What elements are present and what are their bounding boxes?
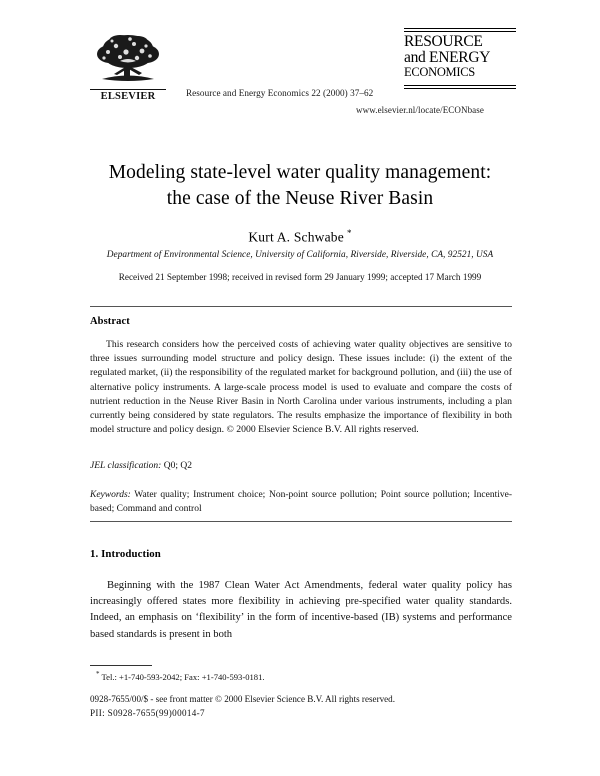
elsevier-tree-icon <box>90 32 166 88</box>
page-header <box>0 28 600 120</box>
paper-title-line-1: Modeling state-level water quality management: <box>108 162 492 183</box>
journal-citation: Resource and Energy Economics 22 (2000) 37–62 <box>186 88 374 98</box>
jel-label: JEL classification: <box>90 461 162 471</box>
masthead-title <box>404 32 516 83</box>
section-heading-introduction: 1. Introduction <box>90 548 161 560</box>
jel-value: Q0; Q2 <box>163 461 192 471</box>
abstract-body: This research considers how the perceived costs of achieving water quality objectives are sensitive to three issues surrounding model structure and policy design. These issues include: (i) the extent of the regulated market, (ii) the responsibility of the regulated market for background pollution, and (iii) the use of alternative policy instruments. A large-scale process model is used to evaluate and compare the costs of nutrient reduction in the Neuse River Basin in North Carolina under various instruments, including a plan currently being considered by state regulators. The results emphasize the importance of flexibility in both model structure and policy design. © 2000 Elsevier Science B.V. All rights reserved. <box>90 339 512 436</box>
masthead-line-3: ECONOMICS <box>404 65 475 80</box>
elsevier-wordmark: ELSEVIER <box>90 89 166 102</box>
journal-masthead <box>404 28 516 89</box>
pii-line: PII: S0928-7655(99)00014-7 <box>90 708 205 718</box>
keywords-value: Water quality; Instrument choice; Non-point source pollution; Point source pollution; Incentive-based; Command and control <box>90 490 512 514</box>
author-affiliation: Department of Environmental Science, University of California, Riverside, Riverside, CA, 92521, USA <box>106 250 494 260</box>
masthead-line-1: RESOURCE <box>404 33 483 51</box>
abstract-heading: Abstract <box>90 316 130 327</box>
journal-url[interactable]: www.elsevier.nl/locate/ECONbase <box>356 105 484 115</box>
masthead-line-2: and ENERGY <box>404 48 491 66</box>
page-title <box>0 160 600 212</box>
keywords <box>90 489 512 516</box>
author-name-line <box>0 228 600 246</box>
masthead-rule-bottom <box>404 85 516 89</box>
corresponding-author-footnote <box>96 670 265 682</box>
abstract-rule-top <box>90 306 512 307</box>
corresponding-author-marker: * <box>346 228 352 238</box>
footnote-separator <box>90 665 152 666</box>
jel-classification <box>90 461 512 471</box>
abstract-rule-bottom <box>90 521 512 522</box>
paper-title-line-2: the case of the Neuse River Basin <box>166 188 434 209</box>
submission-history: Received 21 September 1998; received in revised form 29 January 1999; accepted 17 March 1999 <box>118 272 482 282</box>
footnote-text: Tel.: +1-740-593-2042; Fax: +1-740-593-0181. <box>101 671 265 682</box>
introduction-body: Beginning with the 1987 Clean Water Act Amendments, federal water quality policy has increasingly offered states more flexibility in achieving pre-specified water quality standards. Indeed, an emphasis on ‘flexibility’ in the form of incentive-based (IB) systems and performance based standards is present in both <box>90 580 512 640</box>
elsevier-logo <box>90 32 166 102</box>
keywords-label: Keywords: <box>90 490 131 500</box>
author-name: Kurt A. Schwabe <box>248 229 344 245</box>
footnote-marker: * <box>96 670 100 678</box>
copyright-line: 0928-7655/00/$ - see front matter © 2000 Elsevier Science B.V. All rights reserved. <box>90 694 395 704</box>
